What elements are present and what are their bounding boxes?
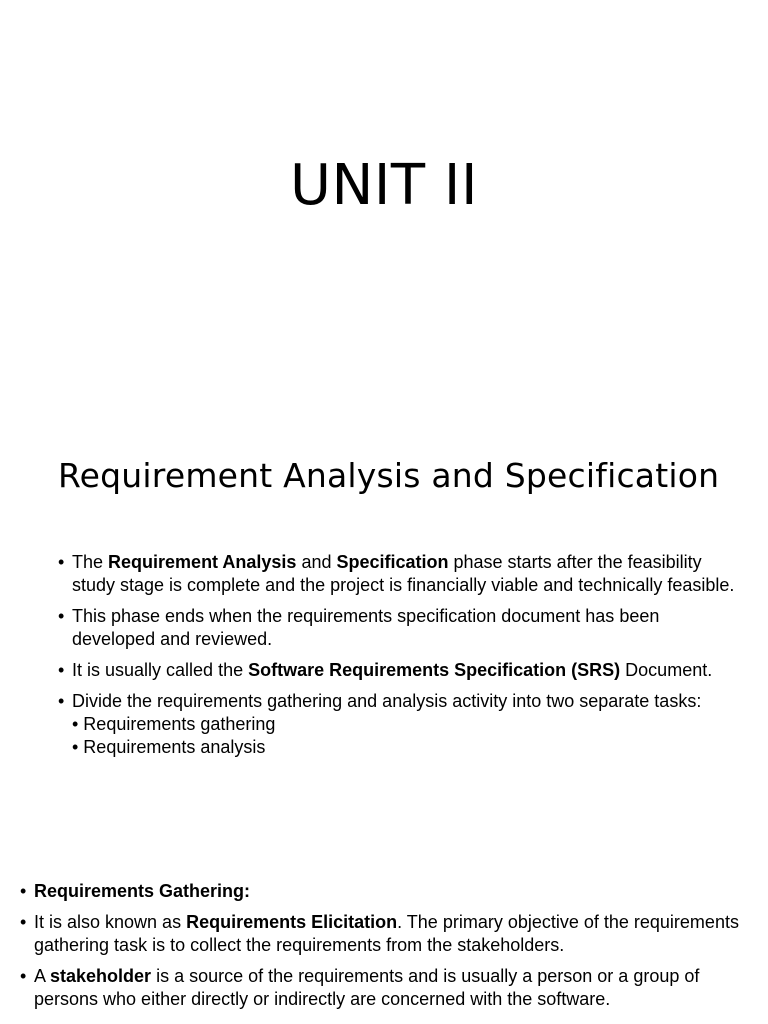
bullet-bold-term: Requirement Analysis bbox=[108, 552, 297, 572]
title-slide bbox=[0, 0, 768, 432]
requirements-slide bbox=[0, 432, 768, 860]
slide-heading: Requirement Analysis and Specification bbox=[58, 456, 720, 495]
bullet-text: This phase ends when the requirements specification document has been developed and reviewed. bbox=[72, 606, 660, 649]
bullet-bold-term: Specification bbox=[336, 552, 449, 572]
unit-title: UNIT II bbox=[290, 153, 478, 218]
bullet-item bbox=[58, 690, 738, 759]
bullet-list bbox=[58, 551, 738, 767]
bullet-item bbox=[58, 605, 738, 651]
sub-item: • Requirements gathering bbox=[72, 714, 276, 734]
bullet-text: . The primary objective of the requirements gathering task is to collect the requirements from the stakeholders. bbox=[34, 912, 739, 955]
bullet-bold-term: Requirements Gathering: bbox=[34, 881, 251, 901]
bullet-bold-term: stakeholder bbox=[50, 966, 152, 986]
bullet-item bbox=[58, 551, 738, 597]
bullet-item bbox=[20, 965, 750, 1011]
bullet-bold-term: Requirements Elicitation bbox=[186, 912, 398, 932]
gathering-slide bbox=[0, 860, 768, 1024]
bullet-text: phase starts after the feasibility study stage is complete and the project is financially viable and technically feasible. bbox=[72, 552, 735, 595]
bullet-list bbox=[20, 880, 750, 1019]
bullet-text: It is also known as bbox=[34, 912, 187, 932]
bullet-text: The bbox=[72, 552, 109, 572]
sub-list bbox=[72, 713, 738, 759]
bullet-text: Document. bbox=[620, 660, 713, 680]
bullet-text: Divide the requirements gathering and analysis activity into two separate tasks: bbox=[72, 691, 702, 711]
bullet-text: It is usually called the bbox=[72, 660, 249, 680]
bullet-text: A bbox=[34, 966, 51, 986]
bullet-text: is a source of the requirements and is usually a person or a group of persons who either directly or indirectly are concerned with the software. bbox=[34, 966, 700, 1009]
bullet-item bbox=[58, 659, 738, 682]
bullet-item bbox=[20, 911, 750, 957]
bullet-item bbox=[20, 880, 750, 903]
bullet-bold-term: Software Requirements Specification (SRS) bbox=[248, 660, 621, 680]
sub-item: • Requirements analysis bbox=[72, 737, 266, 757]
bullet-text: and bbox=[296, 552, 337, 572]
